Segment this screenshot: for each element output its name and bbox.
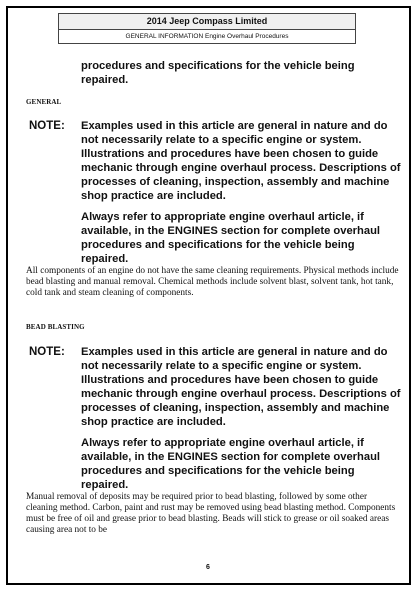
note-paragraph: Examples used in this article are general in nature and do not necessarily relate to a specific engine or system. Illustrations and procedures have been chosen to guide mechanic through engine overhaul process. Descriptions of processes of cleaning, inspection, assembly and machine shop practice are included.: [81, 120, 401, 202]
section-heading-general: GENERAL: [26, 98, 62, 106]
header-title: 2014 Jeep Compass Limited: [59, 14, 355, 30]
note-bead-blasting: [29, 345, 401, 499]
note-paragraph: Always refer to appropriate engine overhaul article, if available, in the ENGINES section for complete overhaul procedures and specifications for the vehicle being repaired.: [81, 437, 381, 491]
page-header: [58, 13, 356, 44]
body-paragraph-bead-blasting: Manual removal of deposits may be required prior to bead blasting, followed by some other cleaning method. Carbon, paint and rust may be removed using bead blasting method. Components must be free of oil and grease prior to bead blasting. Beads will stick to grease or oil soaked areas causing area not to be: [26, 492, 396, 535]
note-paragraph: Always refer to appropriate engine overhaul article, if available, in the ENGINES section for complete overhaul procedures and specifications for the vehicle being repaired.: [81, 211, 381, 265]
note-label: NOTE:: [29, 346, 65, 358]
header-subtitle: GENERAL INFORMATION Engine Overhaul Procedures: [125, 33, 289, 40]
note-general: [29, 119, 401, 273]
continued-paragraph: procedures and specifications for the vehicle being repaired.: [81, 60, 355, 86]
page-number: 6: [206, 564, 210, 571]
body-paragraph-general: All components of an engine do not have the same cleaning requirements. Physical methods include bead blasting and manual removal. Chemical methods include solvent blast, solvent tank, hot tank, cold tank and steam cleaning of components.: [26, 266, 399, 298]
note-label: NOTE:: [29, 120, 65, 132]
note-paragraph: Examples used in this article are general in nature and do not necessarily relate to a specific engine or system. Illustrations and procedures have been chosen to guide mechanic through engine overhaul process. Descriptions of processes of cleaning, inspection, assembly and machine shop practice are included.: [81, 346, 401, 428]
section-heading-bead-blasting: BEAD BLASTING: [26, 323, 85, 331]
